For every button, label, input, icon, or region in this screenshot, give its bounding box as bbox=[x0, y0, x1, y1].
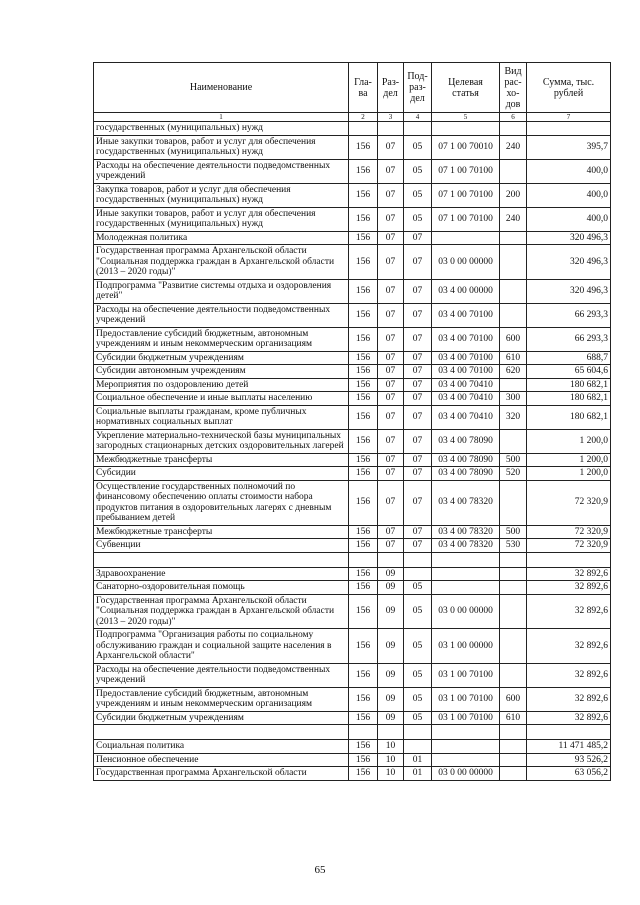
cell-podrazdel: 05 bbox=[404, 687, 432, 711]
cell-podrazdel: 07 bbox=[404, 453, 432, 467]
cell-name: государственных (муниципальных) нужд bbox=[94, 122, 349, 136]
cell-razdel: 07 bbox=[378, 245, 404, 280]
table-row bbox=[94, 405, 611, 429]
cell-target: 03 4 00 70100 bbox=[432, 351, 500, 365]
cell-sum: 72 320,9 bbox=[527, 525, 611, 539]
cell-vid bbox=[500, 159, 527, 183]
table-row bbox=[94, 279, 611, 303]
table-row bbox=[94, 135, 611, 159]
cell-razdel: 07 bbox=[378, 467, 404, 481]
cell-name: Иные закупки товаров, работ и услуг для обеспечения государственных (муниципальных) нужд bbox=[94, 207, 349, 231]
cell-target bbox=[432, 567, 500, 581]
cell-vid: 610 bbox=[500, 711, 527, 725]
table-row bbox=[94, 245, 611, 280]
table-row bbox=[94, 539, 611, 553]
cell-target: 07 1 00 70100 bbox=[432, 159, 500, 183]
cell-glava: 156 bbox=[349, 629, 378, 664]
cell-glava: 156 bbox=[349, 480, 378, 525]
cell-vid bbox=[500, 279, 527, 303]
cell-target bbox=[432, 581, 500, 595]
column-number: 3 bbox=[378, 113, 404, 122]
cell-sum: 395,7 bbox=[527, 135, 611, 159]
cell-name: Социальные выплаты гражданам, кроме публичных нормативных социальных выплат bbox=[94, 405, 349, 429]
cell-target: 03 4 00 70100 bbox=[432, 303, 500, 327]
table-row bbox=[94, 663, 611, 687]
budget-table bbox=[93, 62, 611, 781]
cell-vid: 200 bbox=[500, 183, 527, 207]
column-number-row bbox=[94, 113, 611, 122]
cell-podrazdel: 07 bbox=[404, 525, 432, 539]
cell-podrazdel: 07 bbox=[404, 392, 432, 406]
cell-sum: 32 892,6 bbox=[527, 711, 611, 725]
cell-glava: 156 bbox=[349, 740, 378, 754]
cell-podrazdel: 05 bbox=[404, 581, 432, 595]
cell-razdel: 09 bbox=[378, 567, 404, 581]
cell-vid: 600 bbox=[500, 687, 527, 711]
cell-podrazdel: 07 bbox=[404, 351, 432, 365]
cell-target: 03 1 00 70100 bbox=[432, 687, 500, 711]
cell-target: 03 4 00 70100 bbox=[432, 327, 500, 351]
budget-table-sheet bbox=[93, 62, 610, 781]
table-row bbox=[94, 453, 611, 467]
column-number: 5 bbox=[432, 113, 500, 122]
cell-name bbox=[94, 725, 349, 740]
column-number: 6 bbox=[500, 113, 527, 122]
table-row bbox=[94, 303, 611, 327]
cell-sum: 32 892,6 bbox=[527, 581, 611, 595]
cell-name: Межбюджетные трансферты bbox=[94, 453, 349, 467]
cell-sum: 32 892,6 bbox=[527, 629, 611, 664]
cell-podrazdel: 07 bbox=[404, 467, 432, 481]
cell-target: 03 4 00 78090 bbox=[432, 429, 500, 453]
table-row bbox=[94, 480, 611, 525]
cell-razdel: 07 bbox=[378, 392, 404, 406]
cell-razdel: 09 bbox=[378, 687, 404, 711]
cell-razdel: 07 bbox=[378, 135, 404, 159]
cell-glava: 156 bbox=[349, 453, 378, 467]
cell-target: 03 4 00 78320 bbox=[432, 525, 500, 539]
cell-glava: 156 bbox=[349, 135, 378, 159]
cell-glava: 156 bbox=[349, 567, 378, 581]
cell-name: Субсидии бюджетным учреждениям bbox=[94, 711, 349, 725]
cell-vid bbox=[500, 480, 527, 525]
cell-sum: 1 200,0 bbox=[527, 467, 611, 481]
header-podrazdel: Под-раз-дел bbox=[404, 63, 432, 113]
cell-vid: 520 bbox=[500, 467, 527, 481]
page-number: 65 bbox=[314, 864, 326, 876]
table-row bbox=[94, 567, 611, 581]
table-row bbox=[94, 429, 611, 453]
header-glava: Гла-ва bbox=[349, 63, 378, 113]
cell-name: Подпрограмма "Развитие системы отдыха и оздоровления детей" bbox=[94, 279, 349, 303]
cell-sum: 66 293,3 bbox=[527, 327, 611, 351]
cell-vid bbox=[500, 378, 527, 392]
cell-razdel: 07 bbox=[378, 351, 404, 365]
cell-name: Предоставление субсидий бюджетным, автономным учреждениям и иным некоммерческим организациям bbox=[94, 327, 349, 351]
cell-podrazdel: 07 bbox=[404, 405, 432, 429]
cell-vid: 500 bbox=[500, 525, 527, 539]
cell-razdel: 07 bbox=[378, 525, 404, 539]
cell-name: Субсидии bbox=[94, 467, 349, 481]
table-row bbox=[94, 687, 611, 711]
cell-target: 07 1 00 70010 bbox=[432, 135, 500, 159]
cell-podrazdel: 07 bbox=[404, 539, 432, 553]
cell-razdel: 07 bbox=[378, 378, 404, 392]
cell-vid: 530 bbox=[500, 539, 527, 553]
column-number: 2 bbox=[349, 113, 378, 122]
cell-vid: 240 bbox=[500, 135, 527, 159]
cell-podrazdel: 07 bbox=[404, 480, 432, 525]
cell-razdel: 07 bbox=[378, 365, 404, 379]
cell-vid bbox=[500, 767, 527, 781]
cell-glava bbox=[349, 725, 378, 740]
cell-name: Субвенции bbox=[94, 539, 349, 553]
cell-vid: 500 bbox=[500, 453, 527, 467]
cell-razdel: 07 bbox=[378, 207, 404, 231]
table-row bbox=[94, 467, 611, 481]
cell-sum: 66 293,3 bbox=[527, 303, 611, 327]
cell-glava: 156 bbox=[349, 245, 378, 280]
cell-vid bbox=[500, 594, 527, 629]
cell-podrazdel: 07 bbox=[404, 279, 432, 303]
cell-name: Мероприятия по оздоровлению детей bbox=[94, 378, 349, 392]
cell-glava: 156 bbox=[349, 753, 378, 767]
cell-glava: 156 bbox=[349, 663, 378, 687]
cell-target bbox=[432, 231, 500, 245]
cell-podrazdel bbox=[404, 740, 432, 754]
cell-podrazdel bbox=[404, 725, 432, 740]
cell-name: Предоставление субсидий бюджетным, автономным учреждениям и иным некоммерческим организациям bbox=[94, 687, 349, 711]
cell-target bbox=[432, 753, 500, 767]
cell-glava bbox=[349, 122, 378, 136]
cell-glava: 156 bbox=[349, 405, 378, 429]
cell-sum: 180 682,1 bbox=[527, 405, 611, 429]
cell-sum: 320 496,3 bbox=[527, 279, 611, 303]
cell-glava: 156 bbox=[349, 365, 378, 379]
cell-razdel: 07 bbox=[378, 231, 404, 245]
cell-sum bbox=[527, 552, 611, 567]
cell-glava: 156 bbox=[349, 327, 378, 351]
cell-vid bbox=[500, 122, 527, 136]
cell-sum: 1 200,0 bbox=[527, 429, 611, 453]
cell-target bbox=[432, 725, 500, 740]
cell-target: 03 4 00 78090 bbox=[432, 467, 500, 481]
cell-name: Иные закупки товаров, работ и услуг для обеспечения государственных (муниципальных) нужд bbox=[94, 135, 349, 159]
cell-glava: 156 bbox=[349, 539, 378, 553]
cell-sum bbox=[527, 725, 611, 740]
table-row bbox=[94, 552, 611, 567]
cell-razdel bbox=[378, 725, 404, 740]
cell-target bbox=[432, 552, 500, 567]
table-row bbox=[94, 753, 611, 767]
cell-vid bbox=[500, 629, 527, 664]
cell-sum: 400,0 bbox=[527, 183, 611, 207]
cell-podrazdel: 01 bbox=[404, 767, 432, 781]
cell-sum: 93 526,2 bbox=[527, 753, 611, 767]
cell-podrazdel: 05 bbox=[404, 711, 432, 725]
cell-name: Пенсионное обеспечение bbox=[94, 753, 349, 767]
cell-name: Укрепление материально-технической базы муниципальных загородных стационарных детских оздоровительных лагерей bbox=[94, 429, 349, 453]
cell-name: Государственная программа Архангельской области bbox=[94, 767, 349, 781]
cell-podrazdel: 05 bbox=[404, 663, 432, 687]
cell-glava: 156 bbox=[349, 467, 378, 481]
cell-name: Расходы на обеспечение деятельности подведомственных учреждений bbox=[94, 663, 349, 687]
table-row bbox=[94, 183, 611, 207]
cell-target: 03 0 00 00000 bbox=[432, 245, 500, 280]
cell-razdel: 09 bbox=[378, 711, 404, 725]
cell-glava: 156 bbox=[349, 207, 378, 231]
cell-glava: 156 bbox=[349, 392, 378, 406]
cell-name: Здравоохранение bbox=[94, 567, 349, 581]
cell-podrazdel: 05 bbox=[404, 594, 432, 629]
cell-name bbox=[94, 552, 349, 567]
cell-vid bbox=[500, 303, 527, 327]
cell-vid bbox=[500, 231, 527, 245]
column-number: 4 bbox=[404, 113, 432, 122]
cell-razdel: 10 bbox=[378, 753, 404, 767]
cell-sum: 400,0 bbox=[527, 207, 611, 231]
table-row bbox=[94, 122, 611, 136]
cell-glava: 156 bbox=[349, 351, 378, 365]
cell-sum: 180 682,1 bbox=[527, 392, 611, 406]
cell-razdel: 09 bbox=[378, 581, 404, 595]
cell-glava: 156 bbox=[349, 711, 378, 725]
cell-target: 03 4 00 78090 bbox=[432, 453, 500, 467]
table-row bbox=[94, 392, 611, 406]
cell-sum: 65 604,6 bbox=[527, 365, 611, 379]
cell-razdel: 09 bbox=[378, 594, 404, 629]
cell-name: Социальное обеспечение и иные выплаты населению bbox=[94, 392, 349, 406]
cell-vid: 300 bbox=[500, 392, 527, 406]
cell-target: 07 1 00 70100 bbox=[432, 207, 500, 231]
cell-target: 03 4 00 78320 bbox=[432, 539, 500, 553]
table-row bbox=[94, 740, 611, 754]
cell-target: 03 0 00 00000 bbox=[432, 767, 500, 781]
cell-vid bbox=[500, 725, 527, 740]
table-row bbox=[94, 525, 611, 539]
table-row bbox=[94, 365, 611, 379]
cell-name: Субсидии бюджетным учреждениям bbox=[94, 351, 349, 365]
cell-glava: 156 bbox=[349, 594, 378, 629]
cell-podrazdel: 05 bbox=[404, 207, 432, 231]
cell-target bbox=[432, 740, 500, 754]
header-sum: Сумма, тыс. рублей bbox=[527, 63, 611, 113]
header-name: Наименование bbox=[94, 63, 349, 113]
cell-glava: 156 bbox=[349, 279, 378, 303]
table-row bbox=[94, 594, 611, 629]
cell-name: Межбюджетные трансферты bbox=[94, 525, 349, 539]
cell-razdel bbox=[378, 552, 404, 567]
table-row bbox=[94, 378, 611, 392]
cell-podrazdel bbox=[404, 122, 432, 136]
cell-glava: 156 bbox=[349, 687, 378, 711]
cell-sum: 320 496,3 bbox=[527, 231, 611, 245]
cell-sum: 180 682,1 bbox=[527, 378, 611, 392]
cell-razdel: 07 bbox=[378, 183, 404, 207]
cell-razdel bbox=[378, 122, 404, 136]
cell-vid bbox=[500, 740, 527, 754]
cell-sum: 63 056,2 bbox=[527, 767, 611, 781]
cell-name: Санаторно-оздоровительная помощь bbox=[94, 581, 349, 595]
table-row bbox=[94, 351, 611, 365]
cell-vid: 240 bbox=[500, 207, 527, 231]
cell-sum: 688,7 bbox=[527, 351, 611, 365]
cell-podrazdel bbox=[404, 567, 432, 581]
header-razdel: Раз-дел bbox=[378, 63, 404, 113]
cell-target: 03 4 00 70100 bbox=[432, 365, 500, 379]
cell-podrazdel: 05 bbox=[404, 135, 432, 159]
cell-razdel: 07 bbox=[378, 480, 404, 525]
cell-razdel: 10 bbox=[378, 740, 404, 754]
cell-sum: 32 892,6 bbox=[527, 567, 611, 581]
cell-sum: 72 320,9 bbox=[527, 480, 611, 525]
cell-vid bbox=[500, 753, 527, 767]
cell-sum: 1 200,0 bbox=[527, 453, 611, 467]
cell-razdel: 07 bbox=[378, 539, 404, 553]
cell-razdel: 07 bbox=[378, 405, 404, 429]
cell-podrazdel: 07 bbox=[404, 245, 432, 280]
cell-razdel: 07 bbox=[378, 327, 404, 351]
cell-sum: 32 892,6 bbox=[527, 663, 611, 687]
cell-razdel: 07 bbox=[378, 453, 404, 467]
cell-sum bbox=[527, 122, 611, 136]
table-row bbox=[94, 767, 611, 781]
cell-razdel: 07 bbox=[378, 279, 404, 303]
cell-podrazdel: 01 bbox=[404, 753, 432, 767]
table-row bbox=[94, 159, 611, 183]
cell-podrazdel: 07 bbox=[404, 365, 432, 379]
cell-podrazdel: 07 bbox=[404, 231, 432, 245]
cell-sum: 320 496,3 bbox=[527, 245, 611, 280]
cell-name: Субсидии автономным учреждениям bbox=[94, 365, 349, 379]
cell-razdel: 09 bbox=[378, 663, 404, 687]
cell-vid bbox=[500, 581, 527, 595]
cell-name: Государственная программа Архангельской области "Социальная поддержка граждан в Архангельской области (2013 – 2020 годы)" bbox=[94, 245, 349, 280]
cell-target: 03 1 00 70100 bbox=[432, 663, 500, 687]
table-row bbox=[94, 231, 611, 245]
cell-vid: 320 bbox=[500, 405, 527, 429]
cell-glava: 156 bbox=[349, 767, 378, 781]
cell-name: Закупка товаров, работ и услуг для обеспечения государственных (муниципальных) нужд bbox=[94, 183, 349, 207]
cell-podrazdel: 05 bbox=[404, 629, 432, 664]
cell-target: 03 4 00 70410 bbox=[432, 392, 500, 406]
cell-sum: 32 892,6 bbox=[527, 687, 611, 711]
cell-razdel: 10 bbox=[378, 767, 404, 781]
column-number: 1 bbox=[94, 113, 349, 122]
cell-name: Подпрограмма "Организация работы по социальному обслуживанию граждан и социальной защите населения в Архангельской области" bbox=[94, 629, 349, 664]
cell-podrazdel: 07 bbox=[404, 378, 432, 392]
cell-name: Расходы на обеспечение деятельности подведомственных учреждений bbox=[94, 159, 349, 183]
table-row bbox=[94, 207, 611, 231]
cell-name: Осуществление государственных полномочий по финансовому обеспечению оплаты стоимости набора продуктов питания в оздоровительных лагерях с дневным пребыванием детей bbox=[94, 480, 349, 525]
cell-podrazdel: 05 bbox=[404, 159, 432, 183]
cell-glava: 156 bbox=[349, 581, 378, 595]
cell-vid: 610 bbox=[500, 351, 527, 365]
cell-razdel: 07 bbox=[378, 303, 404, 327]
cell-target: 03 4 00 00000 bbox=[432, 279, 500, 303]
table-row bbox=[94, 725, 611, 740]
cell-target: 07 1 00 70100 bbox=[432, 183, 500, 207]
cell-sum: 72 320,9 bbox=[527, 539, 611, 553]
cell-name: Государственная программа Архангельской области "Социальная поддержка граждан в Архангельской области (2013 – 2020 годы)" bbox=[94, 594, 349, 629]
cell-vid bbox=[500, 245, 527, 280]
cell-target: 03 0 00 00000 bbox=[432, 594, 500, 629]
cell-vid bbox=[500, 429, 527, 453]
cell-vid: 620 bbox=[500, 365, 527, 379]
cell-glava: 156 bbox=[349, 303, 378, 327]
cell-vid: 600 bbox=[500, 327, 527, 351]
cell-vid bbox=[500, 567, 527, 581]
cell-sum: 32 892,6 bbox=[527, 594, 611, 629]
cell-sum: 11 471 485,2 bbox=[527, 740, 611, 754]
cell-razdel: 07 bbox=[378, 159, 404, 183]
table-row bbox=[94, 327, 611, 351]
cell-target: 03 4 00 78320 bbox=[432, 480, 500, 525]
cell-podrazdel: 07 bbox=[404, 303, 432, 327]
table-header-row bbox=[94, 63, 611, 113]
cell-vid bbox=[500, 663, 527, 687]
table-row bbox=[94, 629, 611, 664]
column-number: 7 bbox=[527, 113, 611, 122]
cell-glava bbox=[349, 552, 378, 567]
cell-glava: 156 bbox=[349, 183, 378, 207]
table-body bbox=[94, 122, 611, 781]
cell-podrazdel: 05 bbox=[404, 183, 432, 207]
cell-glava: 156 bbox=[349, 231, 378, 245]
cell-target: 03 1 00 70100 bbox=[432, 711, 500, 725]
cell-glava: 156 bbox=[349, 378, 378, 392]
cell-name: Социальная политика bbox=[94, 740, 349, 754]
table-row bbox=[94, 711, 611, 725]
cell-sum: 400,0 bbox=[527, 159, 611, 183]
cell-podrazdel bbox=[404, 552, 432, 567]
cell-vid bbox=[500, 552, 527, 567]
cell-name: Расходы на обеспечение деятельности подведомственных учреждений bbox=[94, 303, 349, 327]
cell-razdel: 09 bbox=[378, 629, 404, 664]
cell-target: 03 4 00 70410 bbox=[432, 378, 500, 392]
table-row bbox=[94, 581, 611, 595]
cell-target bbox=[432, 122, 500, 136]
cell-target: 03 4 00 70410 bbox=[432, 405, 500, 429]
cell-podrazdel: 07 bbox=[404, 327, 432, 351]
header-target: Целевая статья bbox=[432, 63, 500, 113]
cell-target: 03 1 00 00000 bbox=[432, 629, 500, 664]
cell-glava: 156 bbox=[349, 429, 378, 453]
cell-glava: 156 bbox=[349, 159, 378, 183]
cell-glava: 156 bbox=[349, 525, 378, 539]
cell-name: Молодежная политика bbox=[94, 231, 349, 245]
cell-podrazdel: 07 bbox=[404, 429, 432, 453]
cell-razdel: 07 bbox=[378, 429, 404, 453]
header-vid: Вид рас-хо-дов bbox=[500, 63, 527, 113]
